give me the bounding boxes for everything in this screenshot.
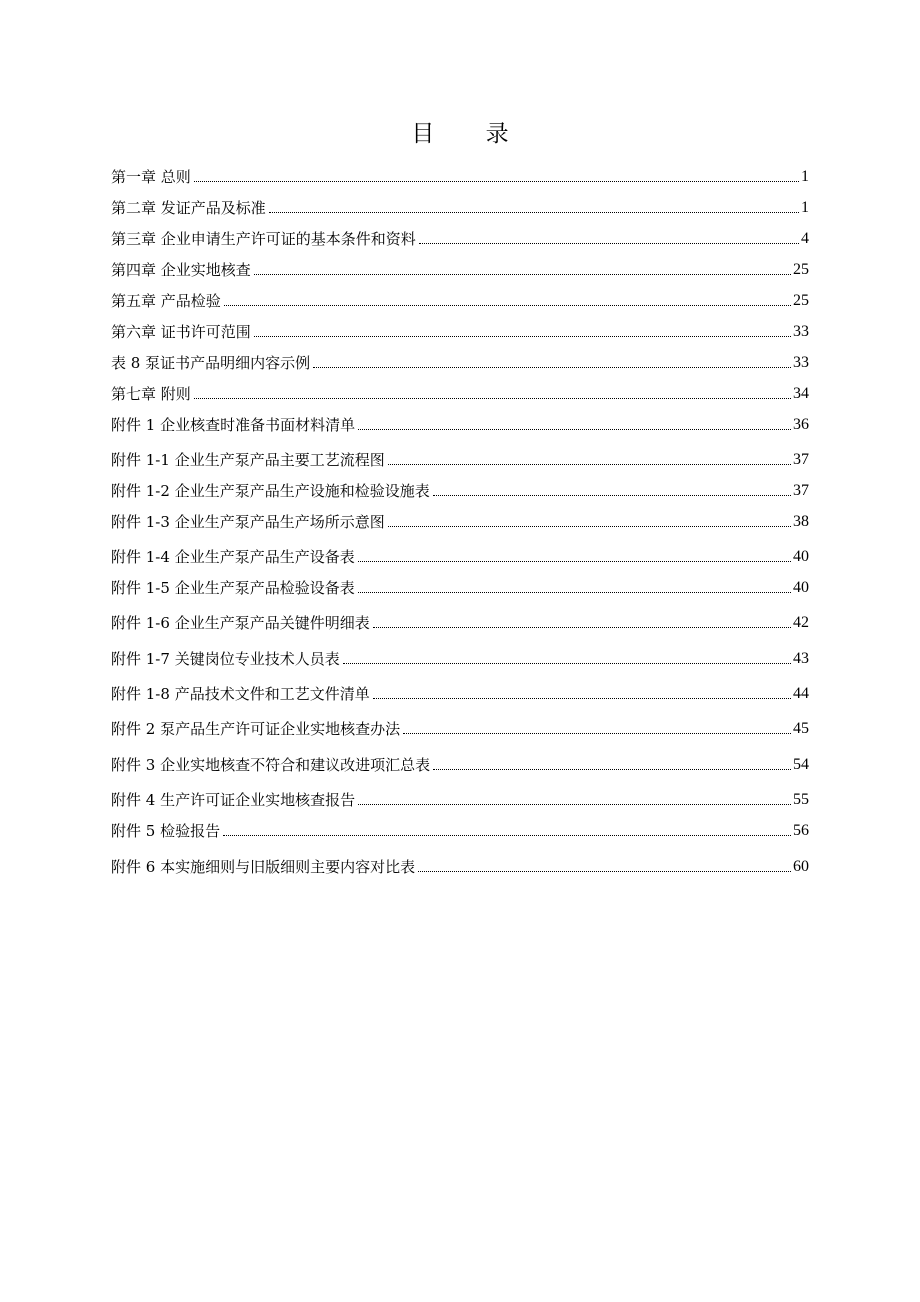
toc-entry[interactable] [111,351,809,373]
toc-entry-label: 表 8 泵证书产品明细内容示例 [111,354,311,372]
toc-entry-page: 43 [793,650,809,667]
toc-dot-leader [194,398,791,399]
toc-entry-label: 附件 3 企业实地核查不符合和建议改进项汇总表 [111,756,431,774]
toc-entry[interactable] [111,753,809,775]
toc-dot-leader [254,274,791,275]
toc-entry-page: 37 [793,451,809,468]
toc-dot-leader [194,181,799,182]
toc-entry[interactable] [111,196,809,218]
toc-entry-label: 附件 1-7 关键岗位专业技术人员表 [111,650,340,668]
toc-entry-label: 附件 1-3 企业生产泵产品生产场所示意图 [111,513,385,531]
toc-dot-leader [269,212,799,213]
toc-entry-label: 附件 4 生产许可证企业实地核查报告 [111,791,356,809]
toc-dot-leader [373,627,791,628]
toc-dot-leader [388,464,791,465]
toc-dot-leader [224,305,791,306]
toc-dot-leader [388,526,791,527]
toc-entry[interactable] [111,647,809,669]
toc-entry[interactable] [111,611,809,633]
toc-entry[interactable] [111,289,809,311]
toc-entry[interactable] [111,510,809,532]
toc-entry-label: 第三章 企业申请生产许可证的基本条件和资料 [111,230,416,248]
toc-dot-leader [358,804,791,805]
toc-entry-label: 第一章 总则 [111,168,191,186]
toc-entry[interactable] [111,545,809,567]
toc-dot-leader [358,592,791,593]
toc-entry-label: 附件 1-1 企业生产泵产品主要工艺流程图 [111,451,385,469]
toc-entry-label: 第四章 企业实地核查 [111,261,251,279]
toc-entry[interactable] [111,320,809,342]
toc-entry-label: 附件 6 本实施细则与旧版细则主要内容对比表 [111,858,416,876]
toc-entry-page: 40 [793,548,809,565]
toc-dot-leader [419,243,799,244]
toc-entry-page: 37 [793,482,809,499]
toc-entry-page: 25 [793,261,809,278]
toc-entry-label: 附件 2 泵产品生产许可证企业实地核查办法 [111,720,401,738]
toc-entry[interactable] [111,413,809,435]
toc-dot-leader [403,733,791,734]
toc-dot-leader [433,769,791,770]
toc-dot-leader [358,561,791,562]
toc-entry-page: 33 [793,323,809,340]
toc-entry-label: 第七章 附则 [111,385,191,403]
toc-dot-leader [223,835,791,836]
toc-entry[interactable] [111,855,809,877]
toc-entry[interactable] [111,788,809,810]
toc-entry-label: 第五章 产品检验 [111,292,221,310]
toc-entry-label: 附件 5 检验报告 [111,822,221,840]
toc-entry[interactable] [111,479,809,501]
toc-entry-page: 34 [793,385,809,402]
toc-entry-page: 1 [801,168,809,185]
toc-entry-page: 25 [793,292,809,309]
toc-dot-leader [254,336,791,337]
toc-entry[interactable] [111,717,809,739]
toc-entry[interactable] [111,448,809,470]
toc-entry-page: 40 [793,579,809,596]
toc-dot-leader [373,698,791,699]
toc-entry-page: 55 [793,791,809,808]
toc-entry-label: 附件 1-6 企业生产泵产品关键件明细表 [111,614,370,632]
page-title: 目 录 [411,121,531,147]
toc-entry-label: 附件 1-5 企业生产泵产品检验设备表 [111,579,355,597]
toc-entry[interactable] [111,258,809,280]
toc-dot-leader [343,663,791,664]
toc-entry-page: 56 [793,822,809,839]
toc-entry-page: 4 [801,230,809,247]
toc-entry-page: 36 [793,416,809,433]
toc-entry[interactable] [111,682,809,704]
toc-entry-page: 45 [793,720,809,737]
toc-entry-label: 第六章 证书许可范围 [111,323,251,341]
toc-dot-leader [433,495,791,496]
toc-entry[interactable] [111,382,809,404]
toc-entry-page: 38 [793,513,809,530]
toc-entry-label: 附件 1-8 产品技术文件和工艺文件清单 [111,685,370,703]
toc-entry[interactable] [111,819,809,841]
toc-entry[interactable] [111,227,809,249]
toc-entry-label: 附件 1-2 企业生产泵产品生产设施和检验设施表 [111,482,430,500]
toc-entry-page: 1 [801,199,809,216]
toc-entry-label: 附件 1-4 企业生产泵产品生产设备表 [111,548,355,566]
toc-entry-label: 附件 1 企业核查时准备书面材料清单 [111,416,356,434]
toc-dot-leader [313,367,791,368]
toc-entry-page: 33 [793,354,809,371]
toc-entry-page: 60 [793,858,809,875]
toc-dot-leader [358,429,791,430]
toc-entry-label: 第二章 发证产品及标准 [111,199,266,217]
toc-entry-page: 44 [793,685,809,702]
toc-entry[interactable] [111,576,809,598]
toc-dot-leader [418,871,791,872]
toc-entry-page: 54 [793,756,809,773]
toc-entry[interactable] [111,165,809,187]
toc-entry-page: 42 [793,614,809,631]
